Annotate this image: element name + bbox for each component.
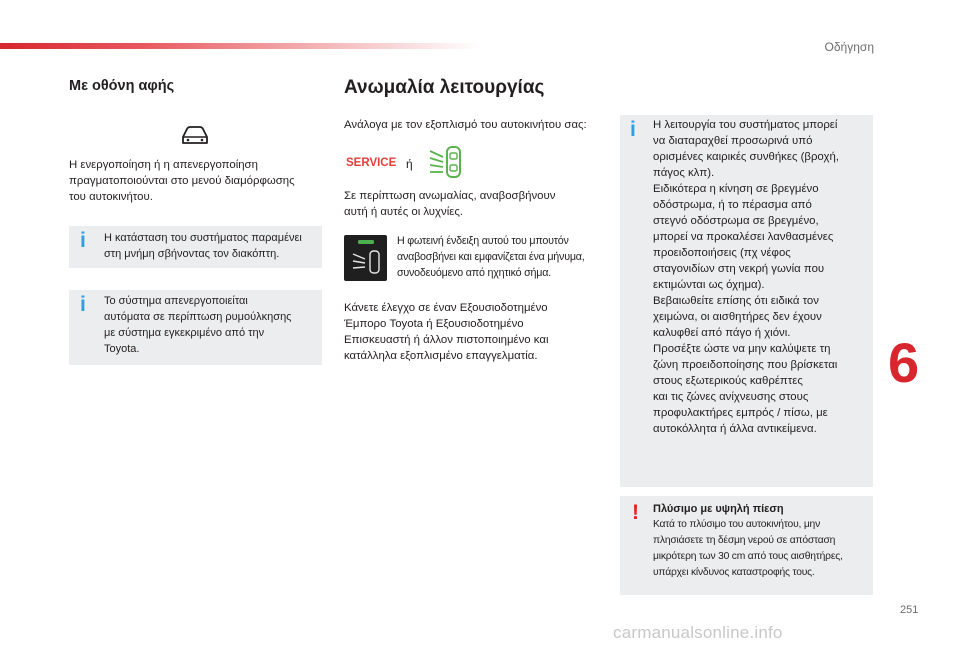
text-line: καλυφθεί από πάγο ή χιόνι. — [653, 327, 791, 339]
text-line: Έμπορο Toyota ή Εξουσιοδοτημένο — [344, 318, 524, 330]
text-line: πραγματοποιούνται στο μενού διαμόρφωσης — [69, 175, 295, 187]
text-line: στεγνό οδόστρωμα σε βρεγμένο, — [653, 215, 819, 227]
text-line: Κάνετε έλεγχο σε έναν Εξουσιοδοτημένο — [344, 302, 548, 314]
touchscreen-intro — [69, 157, 319, 205]
text-line: σταγονιδίων στη νεκρή γωνία που — [653, 263, 825, 275]
text-line: στη μνήμη σβήνοντας τον διακόπτη. — [104, 248, 280, 260]
text-line: Επισκευαστή ή άλλον πιστοποιημένο και — [344, 334, 549, 346]
text-line: υπάρχει κίνδυνος καταστροφής τους. — [653, 567, 815, 578]
info-note-weather — [620, 115, 873, 487]
text-line: μπορεί να προκαλέσει λανθασμένες — [653, 231, 834, 243]
text-line: εκτιμώνται ως όχημα). — [653, 279, 765, 291]
text-line: ορισμένες καιρικές συνθήκες (βροχή, — [653, 151, 839, 163]
text-line: Η λειτουργία του συστήματος μπορεί — [653, 119, 838, 131]
equipment-intro: Ανάλογα με τον εξοπλισμό του αυτοκινήτου σας: — [344, 119, 587, 131]
text-line: αυτοκόλλητα ή άλλα αντικείμενα. — [653, 423, 817, 435]
header-accent-bar — [0, 43, 480, 49]
dealer-check-text — [344, 300, 616, 364]
text-line: προφυλακτήρες εμπρός / πίσω, με — [653, 407, 828, 419]
info-note-towing — [69, 290, 322, 365]
text-line: χειμώνα, οι αισθητήρες δεν έχουν — [653, 311, 822, 323]
text-line: αυτόματα σε περίπτωση ρυμούλκησης — [104, 311, 292, 323]
page-number: 251 — [900, 604, 919, 616]
chapter-number: 6 — [888, 331, 920, 394]
text-line: πλησιάσετε τη δέσμη νερού σε απόσταση — [653, 535, 836, 546]
text-line: Προσέξτε ώστε να μην καλύψετε τη — [653, 343, 831, 355]
text-line: κατάλληλα εξοπλισμένο επαγγελματία. — [344, 350, 538, 362]
watermark: carmanualsonline.info — [613, 623, 783, 642]
text-line: Η κατάσταση του συστήματος παραμένει — [104, 232, 302, 244]
text-line: με σύστημα εγκεκριμένο από την — [104, 327, 265, 339]
text-line: Η φωτεινή ένδειξη αυτού του μπουτόν — [397, 235, 569, 247]
text-line: Βεβαιωθείτε επίσης ότι ειδικά τον — [653, 295, 819, 307]
text-line: προειδοποιήσεις (πχ νέφος — [653, 247, 791, 259]
car-icon — [180, 125, 210, 147]
malfunction-heading: Ανωμαλία λειτουργίας — [344, 77, 545, 98]
text-line: να διαταραχθεί προσωρινά υπό — [653, 135, 813, 147]
text-line: Η ενεργοποίηση ή η απενεργοποίηση — [69, 159, 258, 171]
text-line: οδόστρωμα, ή το πέρασμα από — [653, 199, 812, 211]
text-line: Σε περίπτωση ανωμαλίας, αναβοσβήνουν — [344, 190, 556, 202]
text-line: Το σύστημα απενεργοποιείται — [104, 295, 248, 307]
warning-title: Πλύσιμο με υψηλή πίεση — [653, 503, 784, 515]
blind-spot-button-icon — [344, 235, 387, 281]
text-line: στους εξωτερικούς καθρέπτες — [653, 375, 803, 387]
or-label: ή — [406, 157, 413, 171]
text-line: ζώνη προειδοποίησης που βρίσκεται — [653, 359, 838, 371]
text-line: Κατά το πλύσιμο του αυτοκινήτου, μην — [653, 519, 821, 530]
button-note — [397, 233, 612, 281]
info-note-memory — [69, 226, 322, 268]
text-line: αυτή ή αυτές οι λυχνίες. — [344, 206, 463, 218]
touchscreen-heading: Με οθόνη αφής — [69, 78, 175, 94]
info-icon: i — [630, 118, 636, 141]
text-line: πάγος κλπ). — [653, 167, 715, 179]
text-line: και τις ζώνες ανίχνευσης στους — [653, 391, 809, 403]
text-line: μικρότερη των 30 cm από τους αισθητήρες, — [653, 551, 843, 562]
warning-high-pressure-wash — [620, 496, 873, 595]
section-title: Οδήγηση — [824, 40, 874, 54]
service-warning-lamp: SERVICE — [346, 157, 397, 169]
text-line: του αυτοκινήτου. — [69, 191, 153, 203]
blind-spot-warning-icon — [425, 145, 467, 181]
info-icon: i — [80, 293, 86, 316]
fault-text — [344, 188, 614, 220]
text-line: Ειδικότερα η κίνηση σε βρεγμένο — [653, 183, 819, 195]
text-line: συνοδευόμενο από ηχητικό σήμα. — [397, 267, 551, 279]
info-icon: i — [80, 229, 86, 252]
warning-icon: ! — [632, 501, 639, 524]
text-line: αναβοσβήνει και εμφανίζεται ένα μήνυμα, — [397, 251, 585, 263]
text-line: Toyota. — [104, 343, 140, 355]
